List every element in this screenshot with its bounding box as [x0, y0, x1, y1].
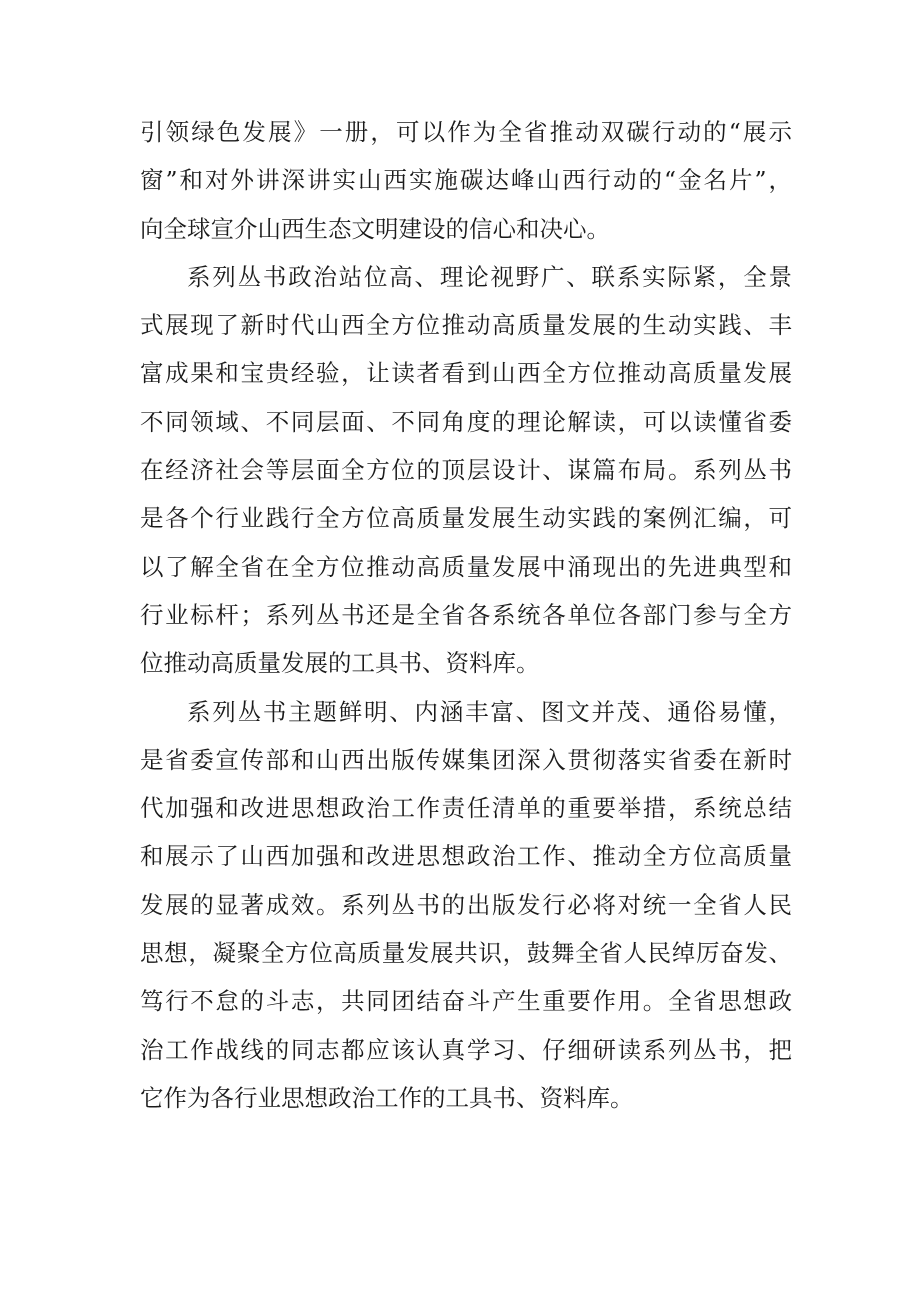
paragraph-line: 式展现了新时代山西全方位推动高质量发展的生动实践、丰 — [140, 311, 792, 340]
paragraph-line: 和展示了山西加强和改进思想政治工作、推动全方位高质量 — [140, 842, 792, 871]
paragraph-line: 富成果和宝贵经验，让读者看到山西全方位推动高质量发展 — [140, 359, 792, 388]
paragraph-line: 系列丛书政治站位高、理论视野广、联系实际紧，全景 — [187, 262, 792, 291]
paragraph-line: 是各个行业践行全方位高质量发展生动实践的案例汇编，可 — [140, 504, 792, 533]
paragraph-2 — [140, 253, 792, 688]
paragraph-line: 它作为各行业思想政治工作的工具书、资料库。 — [140, 1083, 634, 1112]
paragraph-line: 代加强和改进思想政治工作责任清单的重要举措，系统总结 — [140, 794, 792, 823]
paragraph-line: 是省委宣传部和山西出版传媒集团深入贯彻落实省委在新时 — [140, 745, 792, 774]
paragraph-line: 在经济社会等层面全方位的顶层设计、谋篇布局。系列丛书 — [140, 456, 792, 485]
paragraph-line: 笃行不怠的斗志，共同团结奋斗产生重要作用。全省思想政 — [140, 987, 792, 1016]
paragraph-1 — [140, 108, 792, 253]
paragraph-line: 系列丛书主题鲜明、内涵丰富、图文并茂、通俗易懂， — [187, 697, 792, 726]
document-body — [140, 108, 792, 1122]
paragraph-line: 不同领域、不同层面、不同角度的理论解读，可以读懂省委 — [140, 407, 792, 436]
paragraph-line: 治工作战线的同志都应该认真学习、仔细研读系列丛书，把 — [140, 1035, 792, 1064]
paragraph-line: 思想，凝聚全方位高质量发展共识，鼓舞全省人民绰厉奋发、 — [140, 939, 792, 968]
paragraph-line: 向全球宣介山西生态文明建设的信心和决心。 — [140, 214, 610, 243]
paragraph-line: 窗”和对外讲深讲实山西实施碳达峰山西行动的“金名片”， — [140, 166, 792, 195]
paragraph-line: 以了解全省在全方位推动高质量发展中涌现出的先进典型和 — [140, 552, 792, 581]
paragraph-line: 行业标杆；系列丛书还是全省各系统各单位各部门参与全方 — [140, 600, 792, 629]
paragraph-line: 位推动高质量发展的工具书、资料库。 — [140, 649, 540, 678]
paragraph-line: 引领绿色发展》一册，可以作为全省推动双碳行动的“展示 — [140, 118, 792, 146]
paragraph-line: 发展的显著成效。系列丛书的出版发行必将对统一全省人民 — [140, 890, 792, 919]
paragraph-3 — [140, 688, 792, 1123]
